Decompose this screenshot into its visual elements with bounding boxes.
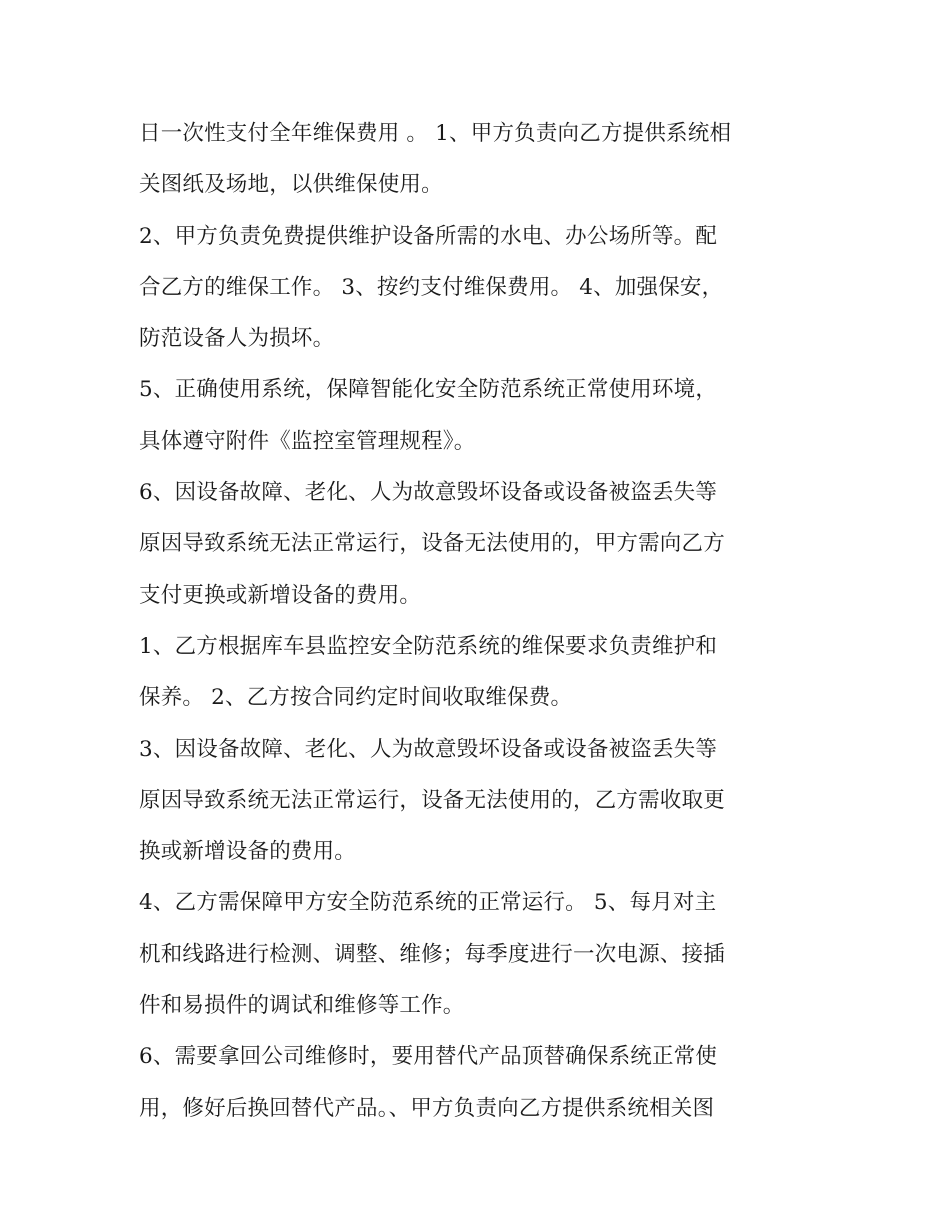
text-line: 机和线路进行检测、调整、维修；每季度进行一次电源、接插 [139, 941, 725, 967]
text-line: 关图纸及场地，以供维保使用。 [139, 172, 443, 198]
text-line: 保养。 2、乙方按合同约定时间收取维保费。 [139, 685, 573, 711]
text-line: 3、因设备故障、老化、人为故意毁坏设备或设备被盗丢失等 [139, 736, 718, 762]
text-line: 原因导致系统无法正常运行，设备无法使用的，甲方需向乙方 [139, 531, 725, 557]
body-text [139, 108, 819, 1134]
text-line: 合乙方的维保工作。 3、按约支付维保费用。 4、加强保安， [139, 274, 724, 300]
text-line: 2、甲方负责免费提供维护设备所需的水电、办公场所等。配 [139, 223, 718, 249]
text-line: 1、乙方根据库车县监控安全防范系统的维保要求负责维护和 [139, 633, 718, 659]
text-line: 防范设备人为损坏。 [139, 326, 335, 352]
text-line: 支付更换或新增设备的费用。 [139, 582, 422, 608]
text-line: 具体遵守附件《监控室管理规程》。 [139, 428, 476, 454]
text-line: 日一次性支付全年维保费用 。 1、甲方负责向乙方提供系统相 [139, 121, 732, 146]
text-line: 6、因设备故障、老化、人为故意毁坏设备或设备被盗丢失等 [139, 480, 718, 506]
text-line: 换或新增设备的费用。 [139, 839, 357, 865]
text-line: 4、乙方需保障甲方安全防范系统的正常运行。 5、每月对主 [139, 890, 717, 916]
text-line: 6、需要拿回公司维修时，要用替代产品顶替确保系统正常使 [139, 1044, 718, 1070]
text-line: 用，修好后换回替代产品。、甲方负责向乙方提供系统相关图 [139, 1095, 715, 1121]
text-line: 原因导致系统无法正常运行，设备无法使用的，乙方需收取更 [139, 787, 725, 813]
text-line: 件和易损件的调试和维修等工作。 [139, 993, 465, 1019]
text-line: 5、正确使用系统，保障智能化安全防范系统正常使用环境， [139, 377, 718, 403]
